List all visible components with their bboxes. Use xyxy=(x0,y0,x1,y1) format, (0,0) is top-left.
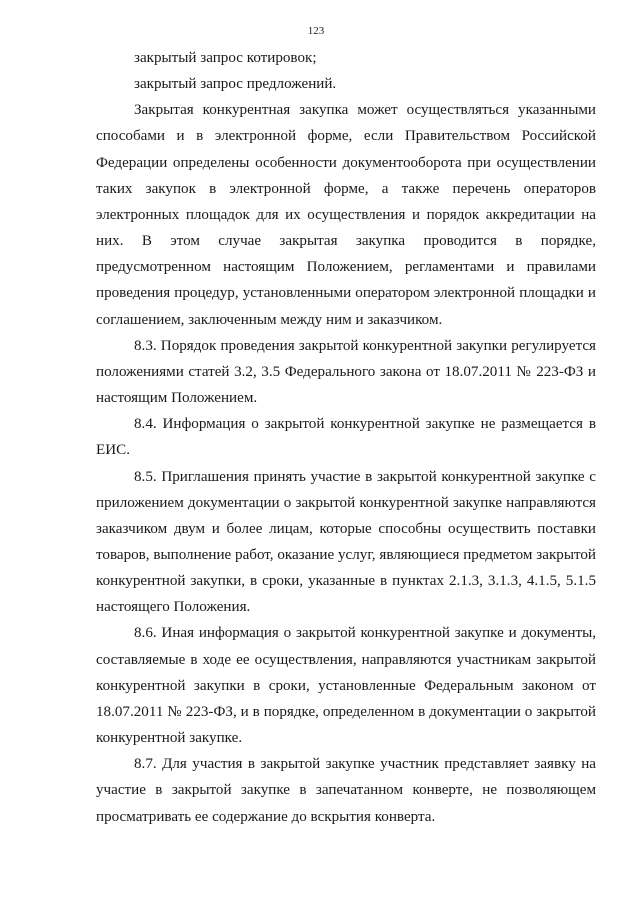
paragraph-electronic-form: Закрытая конкурентная закупка может осуществляться указанными способами и в электронной форме, если Правительством Российской Федерации определены особенности документооборота при осуществлении таких закупок в электронной форме, а также перечень операторов электронных площадок для их осуществления и порядок аккредитации на них. В этом случае закрытая закупка проводится в порядке, предусмотренном настоящим Положением, регламентами и правилами проведения процедур, установленными оператором электронной площадки и соглашением, заключенным между ним и заказчиком. xyxy=(96,102,596,328)
page-number: 123 xyxy=(307,25,325,37)
paragraph-8-7: 8.7. Для участия в закрытой закупке участник представляет заявку на участие в закрытой закупке в запечатанном конверте, не позволяющем просматривать ее содержание до вскрытия конверта. xyxy=(96,756,596,825)
paragraph-8-4: 8.4. Информация о закрытой конкурентной закупке не размещается в ЕИС. xyxy=(96,416,596,459)
paragraph-8-3: 8.3. Порядок проведения закрытой конкурентной закупки регулируется положениями статей 3.2, 3.5 Федерального закона от 18.07.2011 № 223-ФЗ и настоящим Положением. xyxy=(96,337,596,407)
list-item-closed-quotation-request: закрытый запрос котировок; xyxy=(134,50,317,66)
list-item-closed-proposal-request: закрытый запрос предложений. xyxy=(134,76,337,93)
paragraph-8-5: 8.5. Приглашения принять участие в закрытой конкурентной закупке с приложением документации о закрытой конкурентной закупке направляются заказчиком двум и более лицам, которые способны осуществить поставки товаров, выполнение работ, оказание услуг, являющиеся предметом закрытой конкурентной закупки, в сроки, указанные в пунктах 2.1.3, 3.1.3, 4.1.5, 5.1.5 настоящего Положения. xyxy=(96,468,596,616)
paragraph-8-6: 8.6. Иная информация о закрытой конкурентной закупке и документы, составляемые в ходе ее осуществления, направляются участникам закрытой конкурентной закупки в сроки, установленные Федеральным законом от 18.07.2011 № 223-ФЗ, и в порядке, определенном в документации о закрытой конкурентной закупке. xyxy=(96,625,596,747)
document-body xyxy=(96,45,596,830)
